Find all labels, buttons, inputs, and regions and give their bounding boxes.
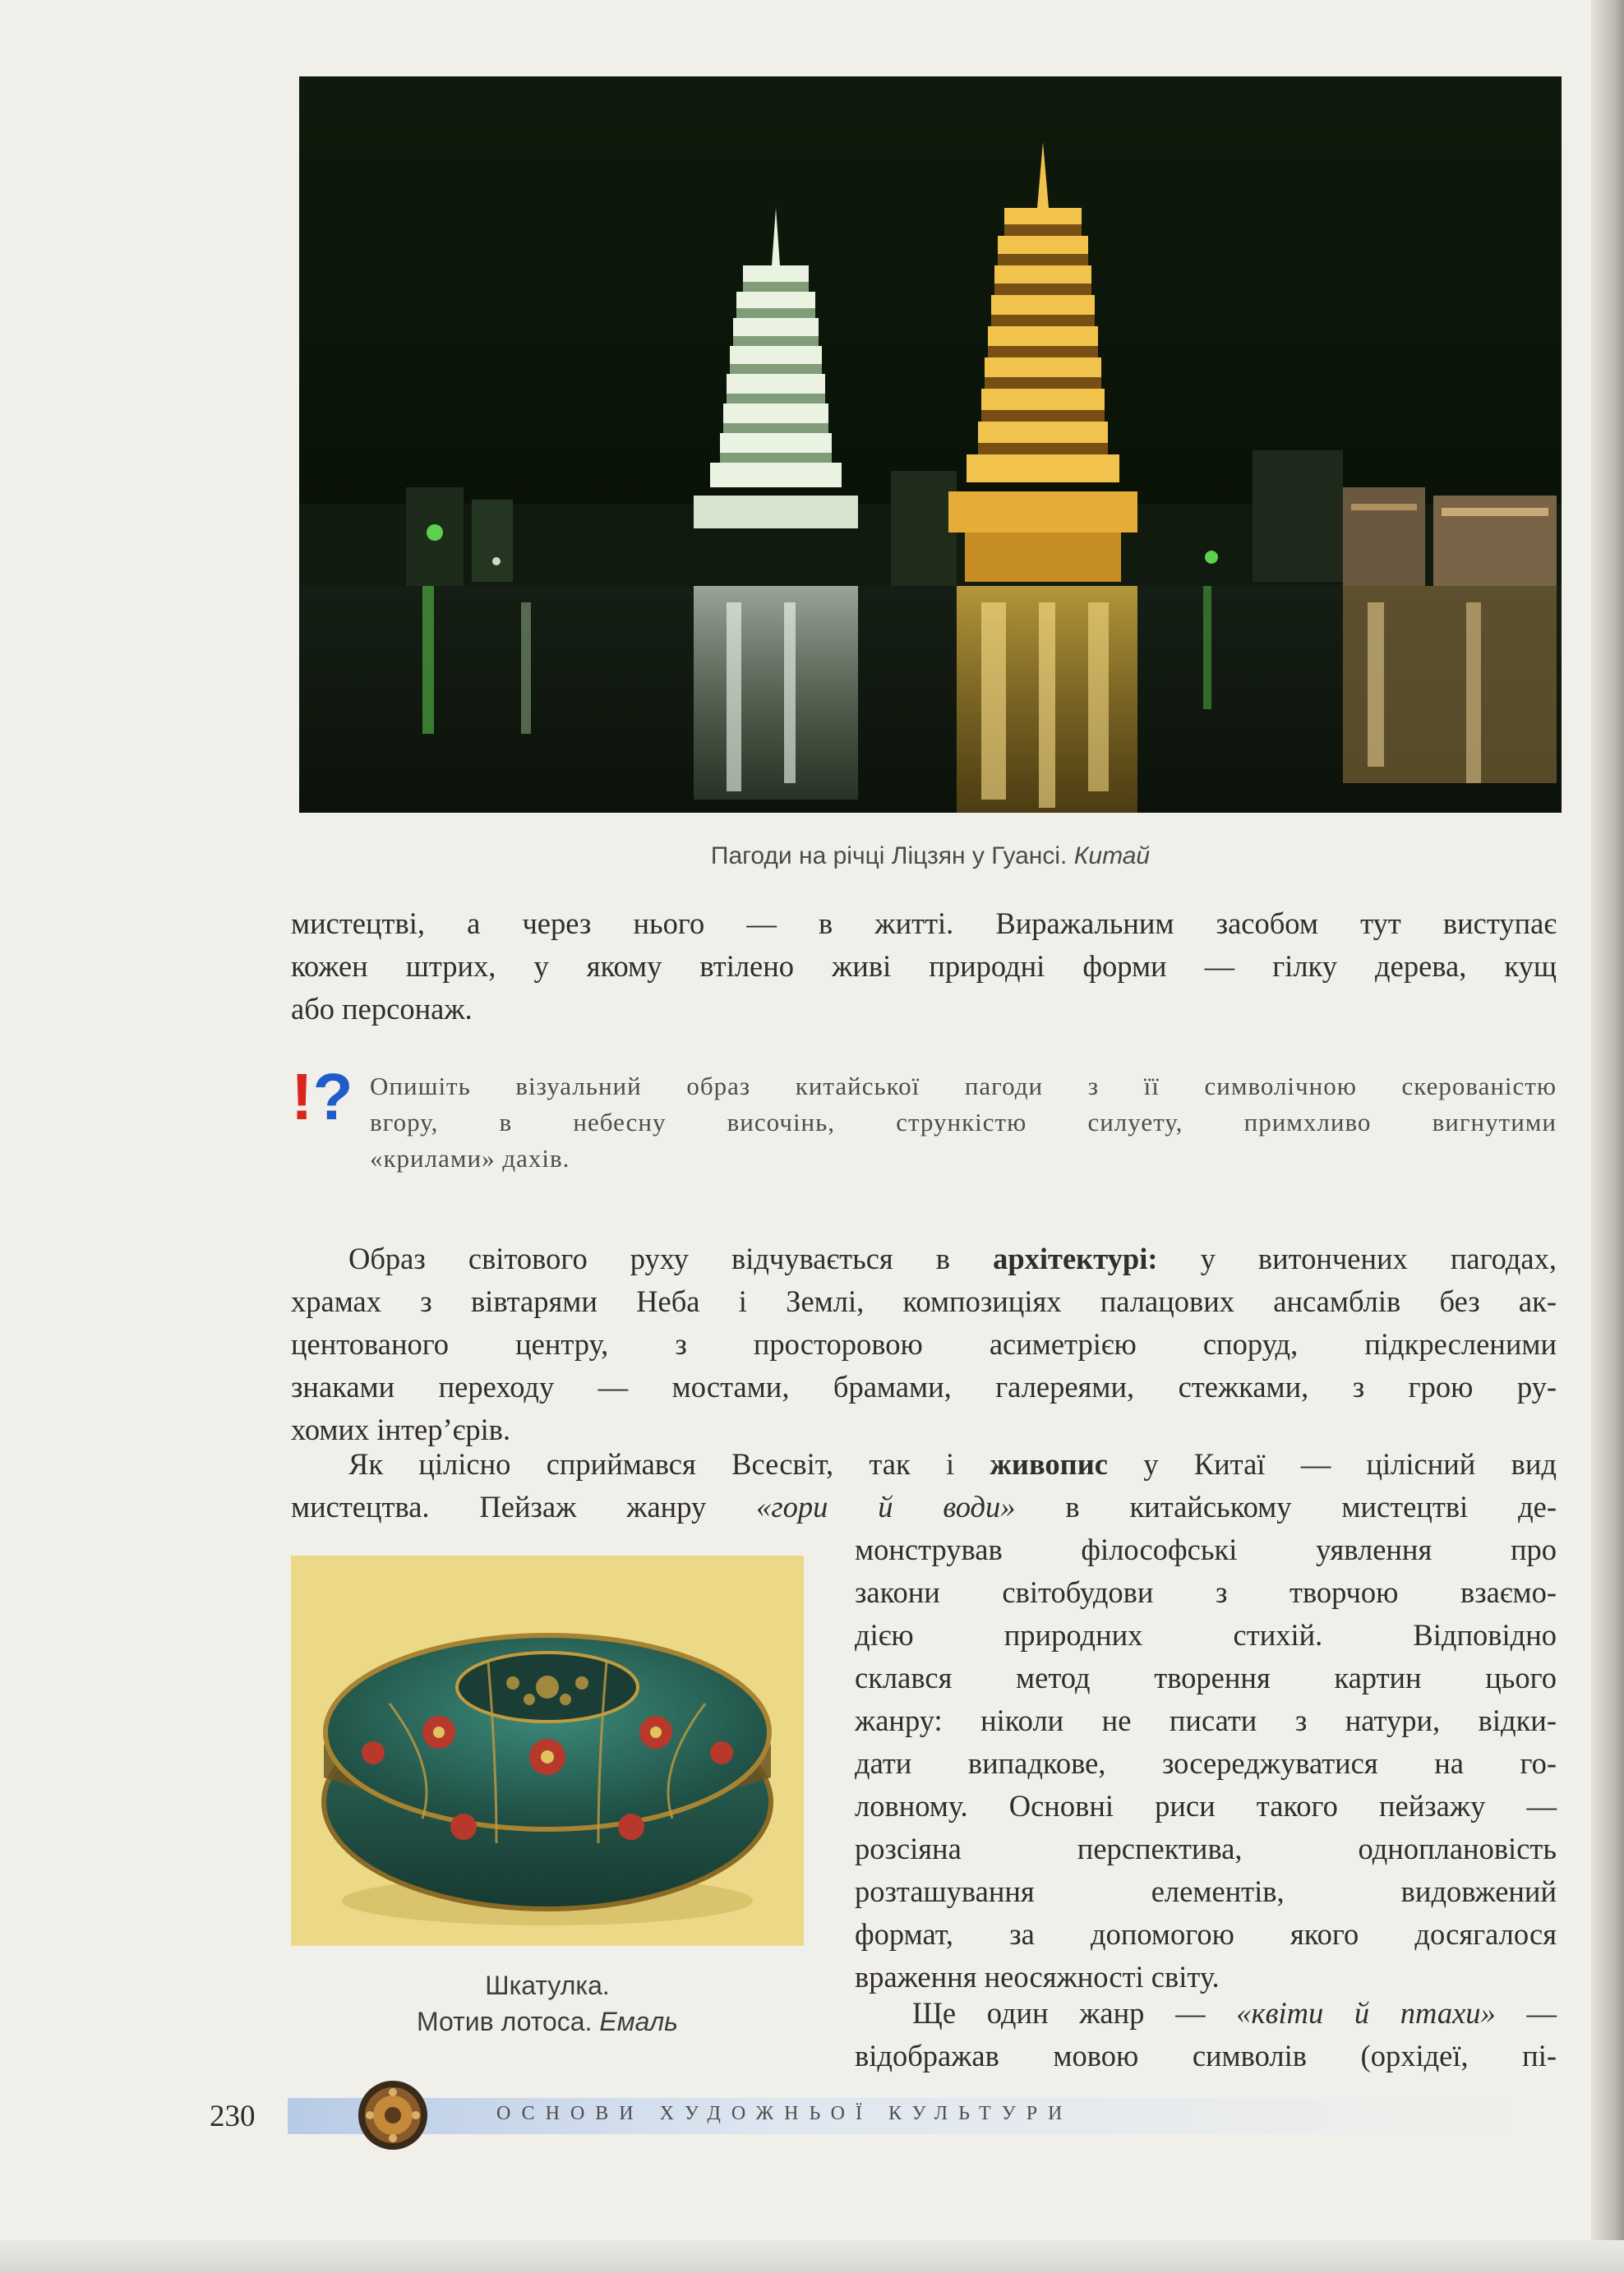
paragraph-line: відображав мовою символів (орхідеї, пі- — [855, 2039, 1557, 2072]
photo-caption-main: Пагоди на річці Ліцзян у Гуансі. — [710, 842, 1068, 869]
question-text — [370, 1068, 1557, 1177]
paragraph-2 — [291, 1238, 1557, 1451]
term-mountains-waters: «гори й води» — [756, 1490, 1016, 1524]
paragraph-line: монстрував філософські уявлення про — [855, 1533, 1557, 1566]
paragraph-line: розсіяна перспектива, одноплановість — [855, 1832, 1557, 1865]
photo-caption — [299, 842, 1562, 870]
paragraph-line: склався метод творення картин цього — [855, 1661, 1557, 1694]
term-painting: живопис — [990, 1447, 1108, 1481]
page-bottom-shadow — [0, 2240, 1624, 2273]
paragraph-line: жанру: ніколи не писати з натури, відки- — [855, 1704, 1557, 1737]
paragraph-line: знаками переходу — мостами, брамами, галереями, стежками, з грою ру- — [291, 1370, 1557, 1404]
paragraph-line: ловному. Основні риси такого пейзажу — — [855, 1789, 1557, 1823]
paragraph-line: розташування елементів, видовжений — [855, 1874, 1557, 1908]
photo-caption-italic: Китай — [1073, 842, 1151, 869]
paragraph-line: Ще один жанр — «квіти й птахи» — — [912, 1996, 1557, 2030]
ornament-medallion-icon — [357, 2079, 429, 2151]
casket-caption-line2: Мотив лотоса. Емаль — [417, 2007, 678, 2036]
paragraph-line: дати випадкове, зосереджуватися на го- — [855, 1746, 1557, 1780]
paragraph-line: храмах з вівтарями Неба і Землі, композиціях палацових ансамблів без ак- — [291, 1284, 1557, 1318]
paragraph-4 — [855, 1992, 1557, 2077]
casket-caption-line1: Шкатулка. — [485, 1971, 610, 2000]
exclamation-question-icon: !? — [291, 1060, 353, 1133]
footer-title: ОСНОВИ ХУДОЖНЬОЇ КУЛЬТУРИ — [496, 2103, 1073, 2124]
paragraph-line: Образ світового руху відчувається в архітектурі: у витончених пагодах, — [348, 1242, 1557, 1275]
paragraph-line: враження неосяжності світу. — [855, 1960, 1220, 1994]
casket-photo — [291, 1556, 804, 1946]
paragraph-1 — [291, 902, 1557, 1030]
question-line: Опишіть візуальний образ китайської пагоди з її символічною скерованістю — [370, 1072, 1557, 1100]
paragraph-3-head — [291, 1443, 1557, 1528]
term-flowers-birds: «квіти й птахи» — [1236, 1996, 1496, 2030]
question-line: вгору, в небесну височінь, стрункістю силуету, примхливо вигнутими — [370, 1108, 1557, 1136]
pagodas-photo — [299, 76, 1562, 813]
paragraph-line: або персонаж. — [291, 992, 473, 1026]
term-architecture: архітектурі: — [993, 1242, 1158, 1275]
casket-caption — [291, 1967, 804, 2040]
paragraph-line: хомих інтер’єрів. — [291, 1413, 511, 1446]
page-number: 230 — [210, 2100, 256, 2133]
paragraph-line: кожен штрих, у якому втілено живі природні форми — гілку дерева, кущ — [291, 949, 1557, 983]
question-line: «крилами» дахів. — [370, 1144, 570, 1173]
paragraph-line: формат, за допомогою якого досягалося — [855, 1917, 1557, 1951]
paragraph-line: закони світобудови з творчою взаємо- — [855, 1575, 1557, 1609]
paragraph-line: мистецтва. Пейзаж жанру «гори й води» в китайському мистецтві де- — [291, 1490, 1557, 1524]
paragraph-line: мистецтві, а через нього — в житті. Виражальним засобом тут виступає — [291, 906, 1557, 940]
paragraph-line: дією природних стихій. Відповідно — [855, 1618, 1557, 1652]
paragraph-3-column — [855, 1528, 1557, 1999]
paragraph-line: Як цілісно сприймався Всесвіт, так і живопис у Китаї — цілісний вид — [348, 1447, 1557, 1481]
paragraph-line: центованого центру, з просторовою асиметрією споруд, підкресленими — [291, 1327, 1557, 1361]
page-edge-shadow — [1591, 0, 1624, 2273]
